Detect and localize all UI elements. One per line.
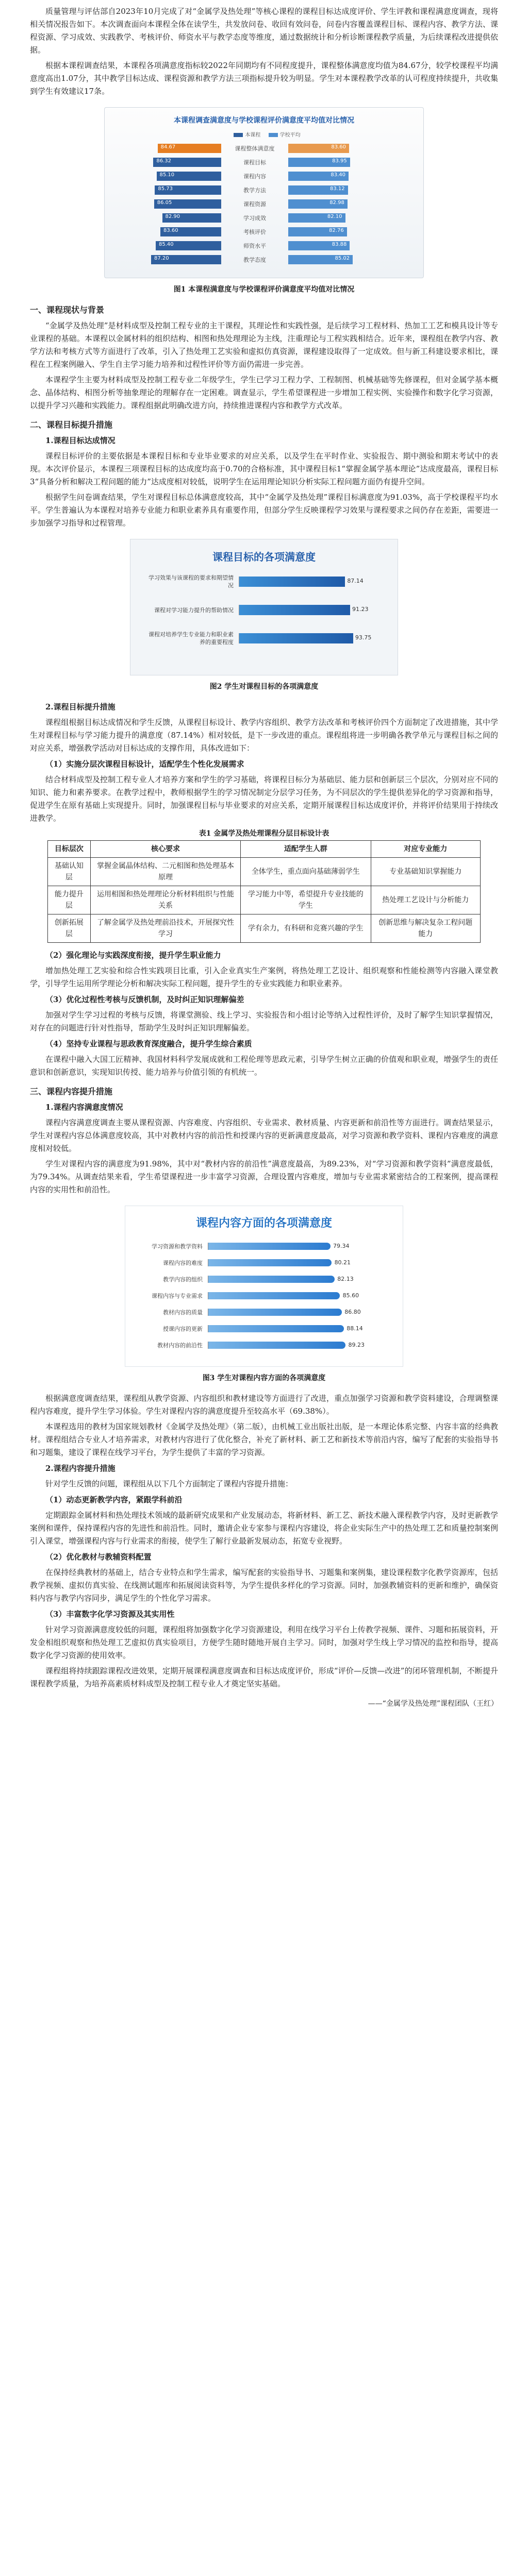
figure-1-bar-school — [288, 241, 350, 250]
intro-paragraph-1: 质量管理与评估部自2023年10月完成了对“金属学及热处理”等核心课程的课程目标达成度评价、学生评教和课程满意度调查，现将相关情况报告如下。本次调查面向本课程全体在读学生，共发放问卷、收回有效问卷，问卷内容覆盖课程目标、课程内容、教学方法、课程资源、学习成效、实践教学、考核评价、师资水平与教学态度等维度，通过数据统计和分析诊断课程教学质量，为后续课程改进提供依据。 — [30, 7, 498, 55]
figure-1-value-school: 82.98 — [329, 200, 344, 206]
figure-3-category-label: 授课内容的更新 — [163, 1326, 203, 1332]
figure-2-row — [146, 574, 382, 589]
figure-3-row — [141, 1240, 387, 1253]
figure-1-value-course: 85.73 — [158, 186, 173, 192]
section-2-subheading-4: （2）强化理论与实践深度衔接，提升学生职业能力 — [45, 951, 221, 960]
table-1-caption: 表1 金属学及热处理课程分层目标设计表 — [199, 829, 329, 838]
table-header-row — [48, 841, 481, 858]
figure-1-category-label: 课程整体满意度 — [235, 145, 275, 152]
section-2-paragraph-3: 课程组根据目标达成情况和学生反馈，从课程目标设计、教学内容组织、教学方法改革和考核评价四个方面制定了改进措施，其中学生对课程目标与学习能力提升的满意度（87.14%）相对较低，是下一步改进的重点。课程组将进一步明确各教学单元与课程目标之间的对应关系，增强教学活动对目标达成的支撑作用，具体改进如下： — [30, 718, 498, 753]
figure-1-category-label: 教学方法 — [243, 187, 266, 194]
section-3-subheading-4: （2）优化教材与教辅资料配置 — [45, 1552, 152, 1562]
figure-1-bar-course — [160, 227, 221, 236]
figure-1-category-label: 课程资源 — [243, 201, 266, 208]
figure-3-bar — [208, 1243, 331, 1250]
figure-1-right-cell — [288, 241, 391, 250]
section-3-paragraph-5: 针对学生反馈的问题，课程组从以下几个方面制定了课程内容提升措施： — [45, 1479, 293, 1488]
table-row — [48, 914, 481, 943]
figure-2-track — [239, 577, 382, 587]
figure-1-row — [118, 142, 410, 155]
figure-1-right-cell — [288, 172, 391, 181]
section-2-paragraph-5: 增加热处理工艺实验和综合性实践项目比重，引入企业真实生产案例，将热处理工艺设计、组织观察和性能检测等内容融入课堂教学，引导学生运用所学理论分析和解决实际工程问题，提升学生的专业实践能力和职业素养。 — [30, 966, 498, 988]
figure-1-row — [118, 184, 410, 196]
section-3-heading: 三、课程内容提升措施 — [30, 1087, 113, 1096]
figure-3-bar — [208, 1259, 332, 1266]
figure-1-bar-course — [158, 144, 221, 153]
figure-3-bar — [208, 1309, 342, 1316]
signature: ——“金属学及热处理”课程团队（王红） — [368, 1700, 498, 1708]
figure-1-wrapper — [30, 107, 498, 278]
section-3-paragraph-9: 课程组将持续跟踪课程改进效果，定期开展课程满意度调查和目标达成度评价，形成“评价—反馈—改进”的闭环管理机制，不断提升课程教学质量，为培养高素质材料成型及控制工程专业人才奠定坚实基础。 — [30, 1666, 498, 1688]
section-3-paragraph-8: 针对学习资源满意度较低的问题，课程组将加强数字化学习资源建设，利用在线学习平台上传教学视频、课件、习题和拓展资料，开发金相组织观察和热处理工艺虚拟仿真实验项目，方便学生随时随地开展自主学习。同时，加强对学生线上学习情况的监控和指导，提高数字化学习资源的使用效率。 — [30, 1625, 498, 1660]
figure-1-left-cell — [118, 199, 221, 209]
section-3-paragraph-4: 本课程选用的教材为国家规划教材《金属学及热处理》（第二版），由机械工业出版社出版，是一本理论体系完整、内容丰富的经典教材。课程组结合专业人才培养需求，对教材内容进行了优化整合，补充了新材料、新工艺和新技术等前沿内容，编写了配套的实验指导书和习题集，建设了课程在线学习平台，为学生提供了丰富的学习资源。 — [30, 1422, 498, 1457]
section-3-paragraph-7: 在保持经典教材的基础上，结合专业特点和学生需求，编写配套的实验指导书、习题集和案例集，建设课程数字化教学资源库，包括教学视频、虚拟仿真实验、在线测试题库和拓展阅读资料等，为学生提供多样化的学习资源。同时，加强教辅资料的更新和维护，确保资料内容与教学内容同步，满足学生的个性化学习需求。 — [30, 1568, 498, 1603]
legend-swatch-course — [234, 133, 243, 137]
figure-2-category-label: 课程对学习能力提升的帮助情况 — [154, 606, 234, 614]
figure-3-track — [208, 1259, 387, 1266]
section-2-subheading-2: 2.课程目标提升措施 — [45, 702, 116, 711]
figure-1-category-label: 课程内容 — [243, 173, 266, 180]
figure-3-value: 82.13 — [337, 1276, 354, 1282]
table-1 — [47, 840, 481, 943]
figure-1-left-cell — [118, 213, 221, 223]
section-2-subheading-5: （3）优化过程性考核与反馈机制，及时纠正知识理解偏差 — [45, 995, 244, 1004]
figure-3-bar — [208, 1276, 335, 1283]
figure-3-wrapper — [30, 1206, 498, 1367]
figure-2-bar — [239, 633, 353, 643]
figure-3-track — [208, 1325, 387, 1332]
table-header-cell: 目标层次 — [48, 841, 91, 858]
table-cell: 创新拓展层 — [48, 914, 91, 943]
figure-2-caption: 图2 学生对课程目标的各项满意度 — [209, 683, 319, 691]
figure-1-chart — [104, 107, 424, 278]
figure-1-row — [118, 226, 410, 238]
figure-2-row — [146, 631, 382, 646]
figure-1-value-course: 84.67 — [160, 144, 176, 150]
legend-swatch-school — [269, 133, 278, 137]
section-2-subheading-6: （4）坚持专业课程与思政教育深度融合，提升学生综合素质 — [45, 1039, 252, 1048]
section-3-paragraph-2: 学生对课程内容的满意度为91.98%，其中对“教材内容的前沿性”满意度最高，为89.23%，对“学习资源和教学资料”满意度最低，为79.34%。从调查结果来看，学生希望课程进一步丰富学习资源，合理设置内容难度，增加与专业需求紧密结合的工程案例，提高课程内容的实用性和前沿性。 — [30, 1159, 498, 1194]
figure-1-value-course: 85.10 — [159, 172, 175, 178]
figure-2-value: 87.14 — [347, 578, 364, 584]
figure-3-category-label: 教材内容的质量 — [163, 1309, 203, 1316]
figure-1-value-course: 85.40 — [159, 242, 174, 247]
figure-2-rows — [146, 574, 382, 646]
figure-1-value-course: 86.05 — [157, 200, 172, 206]
figure-1-value-school: 82.76 — [329, 228, 344, 233]
table-cell: 基础认知层 — [48, 858, 91, 886]
figure-2-chart — [130, 539, 398, 675]
figure-3-title: 课程内容方面的各项满意度 — [195, 1217, 332, 1230]
figure-1-title: 本课程调查满意度与学校课程评价满意度平均值对比情况 — [174, 116, 354, 125]
table-cell: 能力提升层 — [48, 886, 91, 914]
figure-1-left-cell — [118, 255, 221, 264]
figure-1-bar-school — [288, 227, 347, 236]
figure-2-bar — [239, 605, 350, 615]
section-2-paragraph-1: 课程目标评价的主要依据是本课程目标和专业毕业要求的对应关系，以及学生在平时作业、实验报告、期中测验和期末考试中的表现。本次评价显示，本课程三项课程目标的达成度均高于0.70的合格标准，其中课程目标1“掌握金属学基本理论”达成度最高，课程目标3“具备分析和解决工程问题的能力”达成度相对较低，说明学生在运用理论知识分析实际工程问题方面仍有提升空间。 — [30, 451, 498, 486]
table-row — [48, 886, 481, 914]
figure-3-row — [141, 1256, 387, 1269]
figure-3-bar — [208, 1342, 345, 1349]
figure-1-row — [118, 212, 410, 224]
figure-1-value-school: 83.88 — [332, 242, 347, 247]
figure-3-category-label: 教材内容的前沿性 — [157, 1342, 203, 1349]
figure-1-left-cell — [118, 158, 221, 167]
figure-1-right-cell — [288, 185, 391, 195]
figure-1-right-cell — [288, 255, 391, 264]
figure-2-track — [239, 605, 382, 615]
table-row — [48, 858, 481, 886]
figure-3-caption: 图3 学生对课程内容方面的各项满意度 — [202, 1374, 326, 1382]
figure-2-category-label: 学习效果与该课程的要求和期望情况 — [148, 574, 234, 589]
figure-2-value: 91.23 — [352, 606, 369, 613]
figure-3-category-label: 课程内容与专业需求 — [152, 1293, 203, 1299]
section-1-heading: 一、课程现状与背景 — [30, 305, 105, 315]
figure-2-bar — [239, 577, 345, 587]
figure-1-bar-course — [151, 255, 221, 264]
figure-1-bar-course — [162, 213, 222, 223]
figure-3-bar — [208, 1292, 340, 1299]
figure-1-legend — [118, 130, 410, 138]
figure-3-row — [141, 1306, 387, 1319]
figure-1-left-cell — [118, 144, 221, 153]
table-header-cell: 核心要求 — [90, 841, 240, 858]
figure-1-value-course: 82.90 — [165, 214, 180, 219]
figure-3-chart — [125, 1206, 403, 1367]
table-cell: 运用相图和热处理理论分析材料组织与性能关系 — [90, 886, 240, 914]
figure-3-value: 86.80 — [344, 1309, 361, 1315]
table-cell: 了解金属学及热处理前沿技术，开展探究性学习 — [90, 914, 240, 943]
figure-2-value: 93.75 — [355, 634, 372, 641]
table-cell: 掌握金属晶体结构、二元相图和热处理基本原理 — [90, 858, 240, 886]
figure-1-row — [118, 240, 410, 252]
figure-1-left-cell — [118, 172, 221, 181]
figure-3-category-label: 教学内容的组织 — [163, 1276, 203, 1283]
figure-1-bar-course — [153, 158, 221, 167]
intro-paragraph-2: 根据本课程调查结果，本课程各项满意度指标较2022年同期均有不同程度提升，课程整体满意度均值为84.67分，较学校课程平均满意度高出1.07分，其中教学目标达成、课程资源和教学方法三项指标提升较为明显。学生对本课程教学改革的认可程度持续提升，共收集到学生有效建议17条。 — [30, 61, 498, 96]
section-1-paragraph-1: “金属学及热处理”是材料成型及控制工程专业的主干课程，其理论性和实践性强，是后续学习工程材料、热加工工艺和模具设计等专业课程的基础。本课程以金属材料的组织结构、相图和热处理理论为主线，注重理论与工程实践相结合。近年来，课程组在教学内容、教学方法和考核方式等方面进行了改革，引入了热处理工艺实验和虚拟仿真资源，课程建设取得了一定成效。但与新工科建设要求相比，课程在工程案例融入、学生自主学习能力培养和过程性评价等方面仍需进一步完善。 — [30, 321, 498, 369]
figure-1-value-school: 85.02 — [335, 256, 350, 261]
figure-1-value-course: 83.60 — [163, 228, 178, 233]
figure-1-value-school: 82.10 — [327, 214, 342, 219]
figure-1-left-cell — [118, 241, 221, 250]
figure-3-track — [208, 1342, 387, 1349]
table-header-cell: 对应专业能力 — [371, 841, 480, 858]
figure-1-value-course: 87.20 — [154, 256, 169, 261]
figure-1-bar-course — [156, 241, 221, 250]
legend-label-course: 本课程 — [245, 132, 261, 138]
figure-1-category-label: 考核评价 — [243, 229, 266, 235]
figure-1-category-label: 课程目标 — [243, 159, 266, 166]
figure-1-row — [118, 156, 410, 168]
figure-2-title: 课程目标的各项满意度 — [212, 551, 316, 563]
figure-3-track — [208, 1309, 387, 1316]
figure-1-bar-school — [288, 185, 348, 195]
table-cell: 创新思维与解决复杂工程问题能力 — [371, 914, 480, 943]
figure-3-row — [141, 1273, 387, 1286]
section-3-paragraph-1: 课程内容满意度调查主要从课程资源、内容难度、内容组织、专业需求、教材质量、内容更新和前沿性等方面进行。调查结果显示，学生对课程内容总体满意度较高，其中对教材内容的前沿性和授课内容的更新满意度最高，对学习资源和教学资料、课程内容难度的满意度相对较低。 — [30, 1118, 498, 1153]
figure-3-bar — [208, 1325, 344, 1332]
figure-3-track — [208, 1276, 387, 1283]
section-3-paragraph-6: 定期跟踪金属材料和热处理技术领域的最新研究成果和产业发展动态，将新材料、新工艺、新技术融入课程教学内容，及时更新教学案例和课件，保持课程内容的先进性和前沿性。同时，邀请企业专家参与课程内容建设，将企业实际生产中的热处理工艺和质量控制案例引入课堂，增强课程内容与行业需求的衔接，使学生了解行业最新发展动态，拓宽专业视野。 — [30, 1511, 498, 1546]
section-1-paragraph-2: 本课程学生主要为材料成型及控制工程专业二年级学生，学生已学习工程力学、工程制图、机械基础等先修课程，但对金属学基本概念、晶体结构、相图分析等抽象理论的理解存在一定困难。调查显示，学生希望课程进一步增加工程实例、实验操作和数字化学习资源，以提升学习兴趣和实践能力。课程组据此明确改进方向，持续推进课程内容和教学方式改革。 — [30, 375, 498, 410]
figure-3-rows — [141, 1240, 387, 1352]
table-header-cell: 适配学生人群 — [241, 841, 371, 858]
section-3-subheading-3: （1）动态更新教学内容，紧跟学科前沿 — [45, 1495, 183, 1504]
figure-3-value: 88.14 — [346, 1325, 363, 1332]
section-3-subheading-2: 2.课程内容提升措施 — [45, 1464, 116, 1473]
figure-1-bar-course — [155, 185, 221, 195]
figure-1-left-cell — [118, 227, 221, 236]
section-2-subheading-3: （1）实施分层次课程目标设计，适配学生个性化发展需求 — [45, 759, 244, 769]
figure-3-value: 79.34 — [333, 1243, 350, 1249]
figure-3-value: 89.23 — [348, 1342, 365, 1348]
figure-3-value: 85.60 — [342, 1292, 359, 1299]
figure-1-bar-school — [288, 255, 353, 264]
table-cell: 学习能力中等，希望提升专业技能的学生 — [241, 886, 371, 914]
figure-3-category-label: 学习资源和教学资料 — [152, 1243, 203, 1250]
figure-1-row — [118, 198, 410, 210]
figure-1-row — [118, 170, 410, 182]
table-cell: 专业基础知识掌握能力 — [371, 858, 480, 886]
figure-1-right-cell — [288, 213, 391, 223]
figure-1-category-label: 教学态度 — [243, 257, 266, 263]
figure-1-value-school: 83.12 — [329, 186, 345, 192]
figure-3-row — [141, 1322, 387, 1335]
figure-1-bar-course — [154, 199, 221, 209]
figure-1-caption: 图1 本课程满意度与学校课程评价满意度平均值对比情况 — [173, 285, 355, 294]
figure-1-right-cell — [288, 158, 391, 167]
figure-1-value-school: 83.95 — [332, 158, 347, 164]
figure-1-right-cell — [288, 227, 391, 236]
section-3-subheading-1: 1.课程内容满意度情况 — [45, 1103, 123, 1112]
legend-label-school: 学校平均 — [279, 132, 301, 138]
figure-1-rows — [118, 142, 410, 266]
figure-3-value: 80.21 — [334, 1259, 351, 1266]
figure-1-right-cell — [288, 199, 391, 209]
section-2-paragraph-4: 结合材料成型及控制工程专业人才培养方案和学生的学习基础，将课程目标分为基础层、能力层和创新层三个层次，分别对应不同的知识、能力和素养要求。在教学过程中，教师根据学生的学习情况制定分层学习任务，为不同层次的学生提供差异化的学习资源和指导，促进学生在原有基础上实现提升。同时，加强课程目标与毕业要求的对应关系，定期开展课程目标达成度评价，并将评价结果用于持续改进教学。 — [30, 775, 498, 823]
figure-1-category-label: 师资水平 — [243, 243, 266, 249]
figure-1-bar-school — [288, 199, 348, 209]
figure-2-wrapper — [30, 539, 498, 675]
section-2-subheading-1: 1.课程目标达成情况 — [45, 436, 116, 445]
figure-3-row — [141, 1338, 387, 1352]
figure-1-bar-school — [288, 158, 350, 167]
figure-1-row — [118, 253, 410, 266]
figure-1-value-school: 83.40 — [331, 172, 345, 178]
figure-1-value-school: 83.60 — [331, 144, 346, 150]
figure-2-category-label: 课程对培养学生专业能力和职业素养的重要程度 — [148, 631, 234, 646]
figure-1-bar-course — [157, 172, 222, 181]
figure-1-value-course: 86.32 — [156, 158, 172, 164]
table-cell: 学有余力，有科研和竞赛兴趣的学生 — [241, 914, 371, 943]
figure-3-track — [208, 1292, 387, 1299]
figure-2-track — [239, 633, 382, 643]
section-3-subheading-5: （3）丰富数字化学习资源及其实用性 — [45, 1609, 175, 1619]
figure-3-row — [141, 1289, 387, 1302]
table-cell: 全体学生，重点面向基础薄弱学生 — [241, 858, 371, 886]
figure-1-bar-school — [288, 213, 345, 223]
section-2-paragraph-7: 在课程中融入大国工匠精神、我国材料科学发展成就和工程伦理等思政元素，引导学生树立正确的价值观和职业观，增强学生的责任意识和创新意识，实现知识传授、能力培养与价值引领的有机统一。 — [30, 1055, 498, 1077]
section-2-paragraph-6: 加强对学生学习过程的考核与反馈，将课堂测验、线上学习、实验报告和小组讨论等纳入过程性评价，及时了解学生知识掌握情况，对存在的问题进行针对性指导，帮助学生及时纠正知识理解偏差。 — [30, 1010, 498, 1032]
figure-3-category-label: 课程内容的难度 — [163, 1260, 203, 1266]
section-3-paragraph-3: 根据满意度调查结果，课程组从教学资源、内容组织和教材建设等方面进行了改进，重点加强学习资源和教学资料建设，合理调整课程内容难度，提升学生学习体验。学生对课程内容的满意度提升至较高水平（69.38%）。 — [30, 1394, 498, 1416]
figure-1-right-cell — [288, 144, 391, 153]
figure-3-track — [208, 1243, 387, 1250]
section-2-paragraph-2: 根据学生问卷调查结果，学生对课程目标总体满意度较高，其中“金属学及热处理”课程目标满意度为91.03%，高于学校课程平均水平。学生普遍认为本课程对培养专业能力和职业素养具有重要作用，但部分学生反映课程学习效果与课程要求之间仍存在差距，需要进一步加强学习指导和过程管理。 — [30, 493, 498, 528]
figure-1-left-cell — [118, 185, 221, 195]
figure-1-bar-school — [288, 172, 349, 181]
figure-1-category-label: 学习成效 — [243, 215, 266, 222]
table-cell: 热处理工艺设计与分析能力 — [371, 886, 480, 914]
section-2-heading: 二、课程目标提升措施 — [30, 420, 113, 430]
figure-2-row — [146, 605, 382, 615]
figure-1-bar-school — [288, 144, 349, 153]
